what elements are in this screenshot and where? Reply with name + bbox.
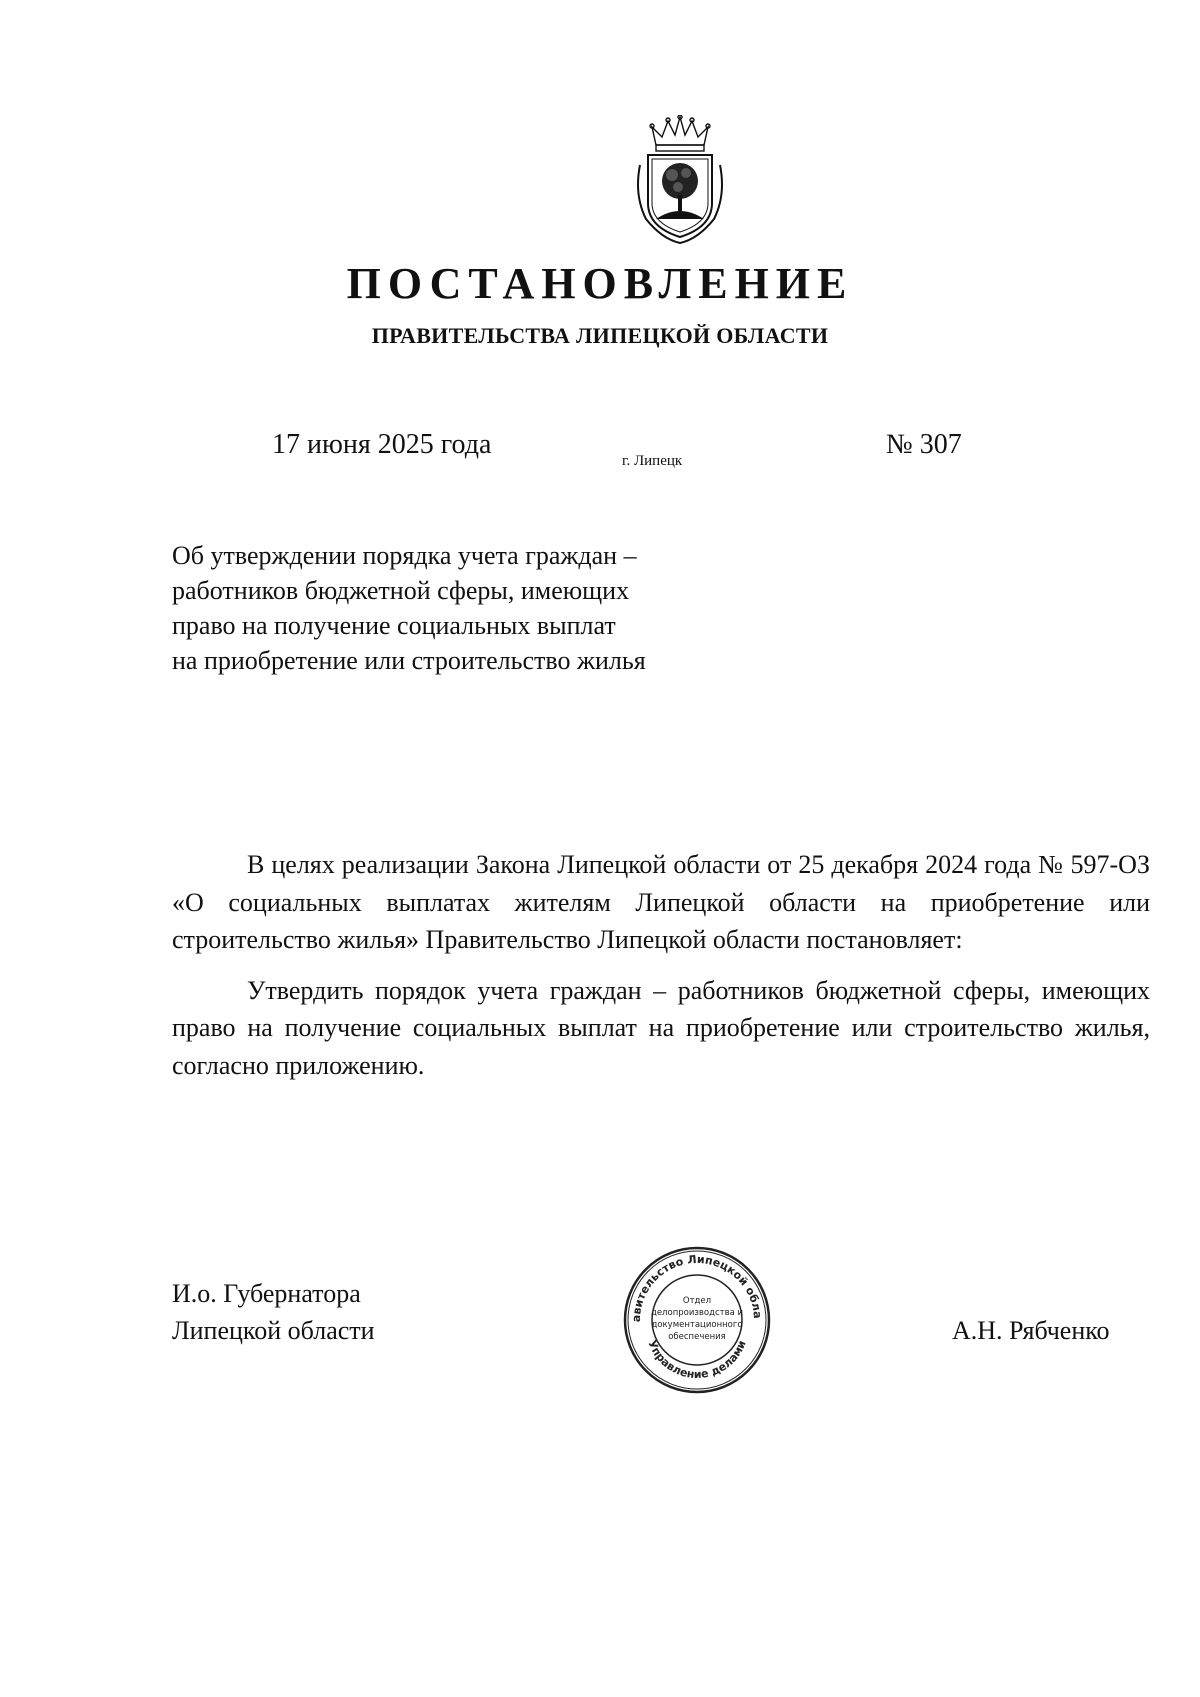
subject-line: Об утверждении порядка учета граждан – [172, 541, 637, 570]
subject-line: право на получение социальных выплат [172, 611, 616, 640]
signer-title-line: Липецкой области [172, 1316, 375, 1345]
stamp-inner-line: документационного [651, 1320, 743, 1330]
stamp-inner-line: Отдел [682, 1296, 712, 1306]
subject-line: работников бюджетной сферы, имеющих [172, 576, 630, 605]
document-date: 17 июня 2025 года [272, 429, 492, 460]
subject-line: на приобретение или строительство жилья [172, 646, 646, 675]
document-type-title: ПОСТАНОВЛЕНИЕ [346, 259, 854, 308]
stamp-outer-text-top: авительство Липецкой обла [629, 1252, 765, 1323]
document-number: № 307 [886, 429, 962, 460]
issuing-authority: ПРАВИТЕЛЬСТВА ЛИПЕЦКОЙ ОБЛАСТИ [371, 323, 829, 348]
body-paragraph-preamble: В целях реализации Закона Липецкой области от 25 декабря 2024 года № 597-ОЗ «О социальных выплатах жителям Липецкой области на приобретение или строительство жилья» Правительство Липецкой области постановляет: [172, 850, 1150, 954]
stamp-inner-line: делопроизводства и [650, 1308, 744, 1318]
body-paragraph-resolution: Утвердить порядок учета граждан – работников бюджетной сферы, имеющих право на получение социальных выплат на приобретение или строительство жилья, согласно приложению. [172, 975, 1150, 1080]
svg-text:Управление делами [645, 1339, 748, 1382]
coat-of-arms-icon [628, 115, 732, 245]
document-subject [172, 538, 732, 678]
signer-name: А.Н. Рябченко [952, 1316, 1110, 1345]
document-body [172, 846, 1150, 1097]
document-city: г. Липецк [622, 453, 683, 469]
official-stamp-icon [622, 1245, 772, 1395]
stamp-outer-text-bottom: Управление делами [645, 1338, 749, 1382]
signer-title-line: И.о. Губернатора [172, 1279, 361, 1308]
signer-title [172, 1275, 375, 1349]
stamp-inner-line: обеспечения [668, 1332, 726, 1342]
